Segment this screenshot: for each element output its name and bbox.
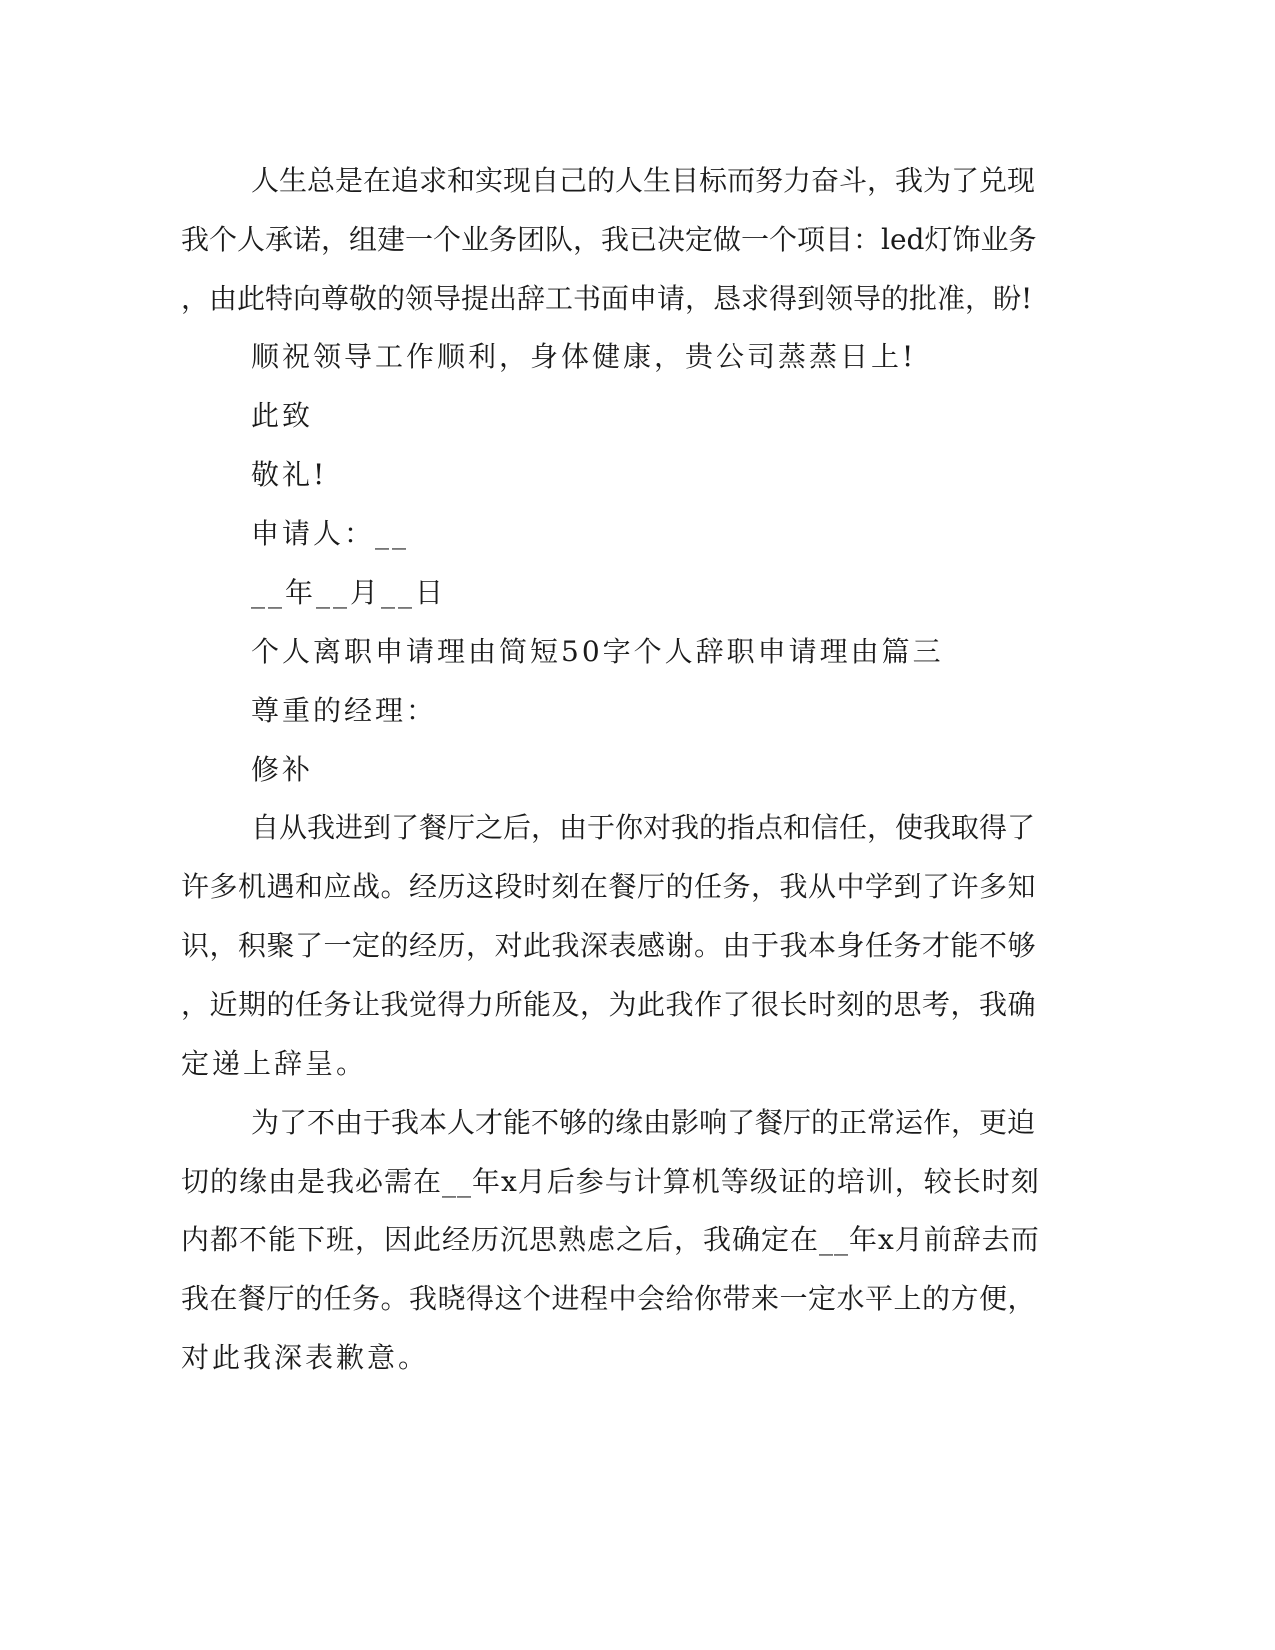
text-line: 敬礼! — [251, 458, 328, 491]
text-line: 申请人：__ — [251, 517, 410, 550]
text-line: 为了不由于我本人才能不够的缘由影响了餐厅的正常运作，更迫 — [251, 1106, 1036, 1139]
section-heading: 个人离职申请理由简短50字个人辞职申请理由篇三 — [251, 635, 944, 668]
text-line: 修补 — [251, 753, 314, 786]
text-line: 人生总是在追求和实现自己的人生目标而努力奋斗，我为了兑现 — [251, 164, 1036, 197]
text-line: 对此我深表歉意。 — [181, 1341, 430, 1374]
text-line: 我个人承诺，组建一个业务团队，我已决定做一个项目：led灯饰业务 — [181, 223, 1037, 256]
text-line: 此致 — [251, 399, 314, 432]
text-line: __年__月__日 — [251, 576, 447, 609]
text-line: 我在餐厅的任务。我晓得这个进程中会给你带来一定水平上的方便， — [181, 1282, 1037, 1315]
text-line: 内都不能下班，因此经历沉思熟虑之后，我确定在__年x月前辞去而 — [181, 1223, 1040, 1256]
text-line: 许多机遇和应战。经历这段时刻在餐厅的任务，我从中学到了许多知 — [181, 870, 1037, 903]
text-line: ，由此特向尊敬的领导提出辞工书面申请，恳求得到领导的批准，盼! — [181, 282, 1033, 315]
text-line: 自从我进到了餐厅之后，由于你对我的指点和信任，使我取得了 — [251, 811, 1036, 844]
text-line: 定递上辞呈。 — [181, 1047, 368, 1080]
salutation: 尊重的经理： — [251, 694, 438, 727]
text-line: ，近期的任务让我觉得力所能及，为此我作了很长时刻的思考，我确 — [181, 988, 1037, 1021]
text-line: 顺祝领导工作顺利，身体健康，贵公司蒸蒸日上! — [251, 340, 917, 373]
text-line: 识，积聚了一定的经历，对此我深表感谢。由于我本身任务才能不够 — [181, 929, 1037, 962]
text-line: 切的缘由是我必需在__年x月后参与计算机等级证的培训，较长时刻 — [181, 1165, 1040, 1198]
